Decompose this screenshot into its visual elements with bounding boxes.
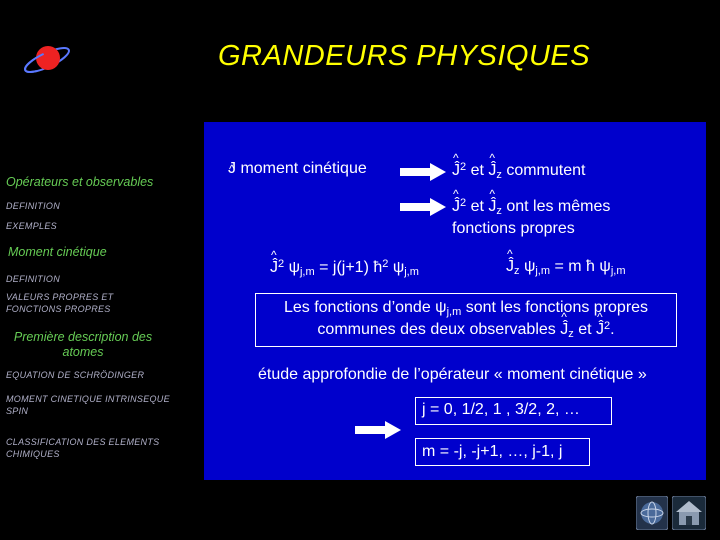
memes-text: ont les mêmes [506,198,611,215]
sidebar-item-valeurs-propres[interactable]: VALEURS PROPRES ET FONCTIONS PROPRES [6,292,114,314]
fonctions-propres-text: fonctions propres [452,220,575,237]
psi-sub-2: j,m [404,266,419,278]
home-icon[interactable] [672,496,706,530]
page-title: GRANDEURS PHYSIQUES [218,40,591,72]
sidebar-item-schrodinger[interactable]: EQUATION DE SCHRÖDINGER [6,370,145,380]
sidebar-item-definition-2[interactable]: DEFINITION [6,274,60,284]
eq2-rhs: = m [554,258,582,275]
psi-sub-1: j,m [299,266,315,278]
moment-text: J moment cinétique [228,160,367,177]
arrow-right-icon [400,163,446,181]
statement-1: Les fonctions d’onde [283,299,431,316]
arrow-right-icon [400,198,446,216]
atom-sphere-icon[interactable] [636,496,668,530]
commutent-text: commutent [506,162,586,179]
sidebar-item-premiere-description[interactable]: Première description des atomes [13,330,153,359]
sidebar-item-spin[interactable]: MOMENT CINETIQUE INTRINSEQUE SPIN [6,394,170,416]
et-3: et [578,321,592,338]
sidebar-item-classification[interactable]: CLASSIFICATION DES ELEMENTS CHIMIQUES [6,437,160,459]
psi-sub-5: j,m [446,306,462,318]
memes-line: ^ $Ĵ^2$ et ^ $Ĵ_z$ ont les mêmes [452,197,610,217]
commute-line: ^ $Ĵ^2$ et ^ $Ĵ_z$ commutent [452,161,585,181]
etude-text: étude approfondie de l’opérateur « moment cinétique » [258,366,647,383]
j-values: j = 0, 1/2, 1 , 3/2, 2, … [422,401,580,418]
eigen-equation-j2: ^ $Ĵ^2$ $\psi_{j,m} = j(j+1)$ $ħ^2$ $\psi_{j,m}$ [270,258,419,278]
sidebar-item-exemples[interactable]: EXEMPLES [6,221,57,231]
et-1: et [470,162,484,179]
statement-3: communes des deux observables [317,321,556,338]
psi-sub-4: j,m [610,265,626,277]
statement-2: sont les fonctions propres [465,299,649,316]
m-values: m = -j, -j+1, …, j-1, j [422,443,563,460]
planet-logo-icon [22,40,72,80]
eq1-rhs: = j(j+1) [319,259,369,276]
statement-line-2: communes des deux observables ^ $Ĵ_z$ et ^ $Ĵ^2$. [260,320,672,340]
psi-sub-3: j,m [535,265,551,277]
et-2: et [470,198,484,215]
eigen-equation-jz: ^ $Ĵ_z$ $\psi_{j,m} = m$ ħ $\psi_{j,m}$ [506,258,625,277]
sidebar-item-definition-1[interactable]: DEFINITION [6,201,60,211]
statement-line-1: Les fonctions d’onde $\psi_{j,m}$ sont les fonctions propres [283,299,649,318]
arrow-right-icon [355,421,401,439]
sidebar-item-operateurs[interactable]: Opérateurs et observables [6,175,154,189]
moment-label [228,160,367,178]
sidebar-item-moment-cinetique[interactable]: Moment cinétique [8,245,107,259]
